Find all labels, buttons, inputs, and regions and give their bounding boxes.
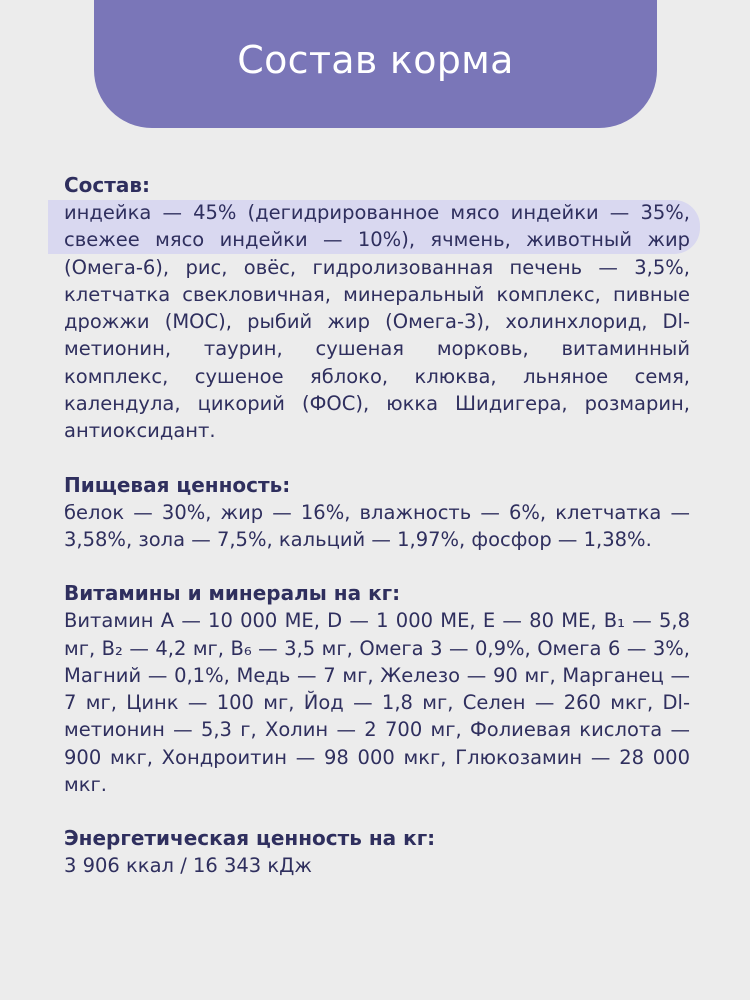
section-title: Пищевая ценность: [64, 472, 291, 497]
section-title: Витамины и минералы на кг: [64, 581, 401, 606]
section-body [64, 199, 690, 445]
section-text: Витамин А — 10 000 МЕ, D — 1 000 МЕ, Е — 80 МЕ, B₁ — 5,8 мг, B₂ — 4,2 мг, B₆ — 3,5 мг, Омега 3 — 0,9%, Омега 6 — 3%, Магний — 0,1%, Медь — 7 мг, Железо — 90 мг, Марганец — 7 мг, Цинк — 100 мг, Йод — 1,8 мг, Селен — 260 мкг, Dl-метионин — 5,3 г, Холин — 2 700 мг, Фолиевая кислота — 900 мкг, Хондроитин — 98 000 мкг, Глюкозамин — 28 000 мкг. [64, 609, 690, 797]
page-title: Состав корма [237, 38, 514, 82]
section-vitamins [64, 580, 690, 798]
section-text: 3 906 ккал / 16 343 кДж [64, 854, 312, 878]
section-body [64, 499, 690, 554]
section-title: Энергетическая ценность на кг: [64, 826, 436, 851]
section-title: Состав: [64, 173, 151, 197]
section-body [64, 607, 690, 798]
section-body [64, 852, 690, 879]
section-nutrition [64, 472, 690, 554]
section-text: белок — 30%, жир — 16%, влажность — 6%, клетчатка — 3,58%, зола — 7,5%, кальций — 1,97%, фосфор — 1,38%. [64, 500, 690, 551]
content [64, 172, 690, 907]
header-banner [94, 0, 657, 128]
section-energy [64, 825, 690, 879]
section-composition [64, 172, 690, 445]
section-text: индейка — 45% (дегидрированное мясо индейки — 35%, свежее мясо индейки — 10%), ячмень, животный жир (Омега-6), рис, овёс, гидролизованная печень — 3,5%, клетчатка свекловичная, минеральный комплекс, пивные дрожжи (МОС), рыбий жир (Омега-3), холинхлорид, Dl-метионин, таурин, сушеная морковь, витаминный комплекс, сушеное яблоко, клюква, льняное семя, календула, цикорий (ФОС), юкка Шидигера, розмарин, антиоксидант. [64, 201, 690, 443]
